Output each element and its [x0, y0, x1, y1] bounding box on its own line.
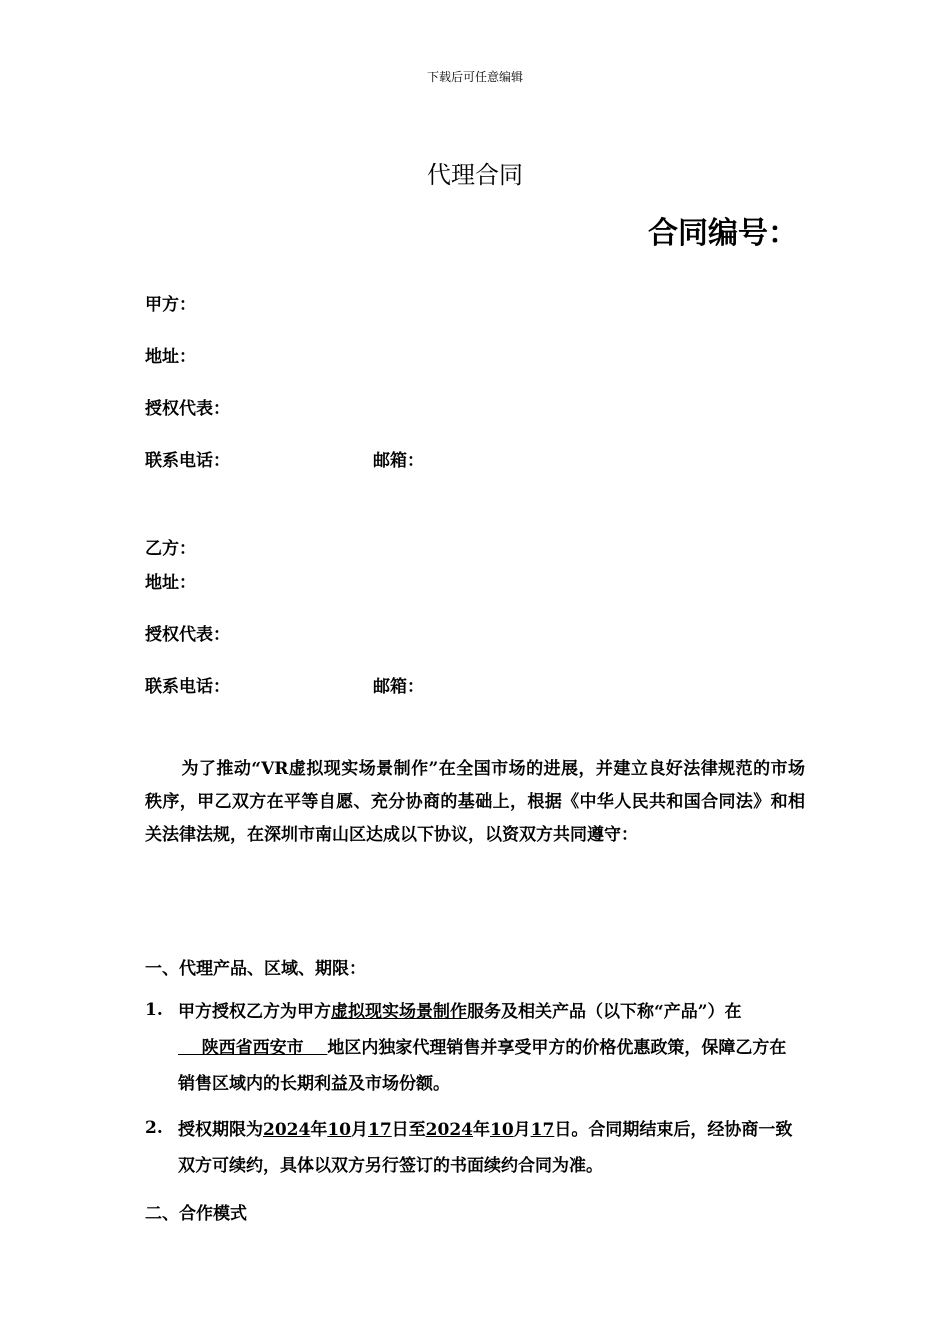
start-day: 17 [368, 1120, 392, 1140]
party-b-representative: 授权代表： [145, 625, 230, 645]
end-year: 2024 [425, 1120, 473, 1140]
section-2-heading: 二、合作模式 [145, 1204, 247, 1224]
party-a-representative: 授权代表： [145, 399, 230, 419]
item-1-text: 甲方授权乙方为甲方虚拟现实场景制作服务及相关产品（以下称“产品”）在 陕西省西安市 地区内独家代理销售并享受甲方的价格优惠政策，保障乙方在销售区域内的长期利益及市场份额。 [178, 1002, 787, 1094]
end-day: 17 [530, 1120, 555, 1140]
party-a-address: 地址： [145, 347, 196, 367]
party-a-phone: 联系电话： [145, 451, 230, 471]
start-month: 10 [327, 1120, 351, 1140]
party-b-email: 邮箱： [373, 677, 424, 697]
item-2-text: 授权期限为2024年10月17日至2024年10月17日。合同期结束后，经协商一致双方可续约，具体以双方另行签订的书面续约合同为准。 [178, 1120, 793, 1176]
start-year: 2024 [263, 1120, 311, 1140]
item-1-number: 1. [145, 1000, 163, 1020]
party-a-label: 甲方： [145, 295, 196, 315]
section-1-heading: 一、代理产品、区域、期限： [145, 959, 366, 979]
intro-paragraph: 为了推动“VR虚拟现实场景制作”在全国市场的进展，并建立良好法律规范的市场秩序，甲乙双方在平等自愿、充分协商的基础上，根据《中华人民共和国合同法》和相关法律法规，在深圳市南山区达成以下协议，以资双方共同遵守： [145, 759, 805, 845]
contract-number-label: 合同编号： [648, 216, 798, 251]
party-a-email: 邮箱： [373, 451, 424, 471]
header-note: 下载后可任意编辑 [426, 70, 523, 84]
item-2-number: 2. [145, 1118, 163, 1138]
party-b-label: 乙方： [145, 539, 196, 559]
product-name: 虚拟现实场景制作 [331, 1002, 467, 1022]
document-title: 代理合同 [427, 161, 523, 189]
party-b-phone: 联系电话： [145, 677, 230, 697]
end-month: 10 [490, 1120, 514, 1140]
party-b-address: 地址： [145, 573, 196, 593]
region-name: 陕西省西安市 [178, 1038, 328, 1058]
